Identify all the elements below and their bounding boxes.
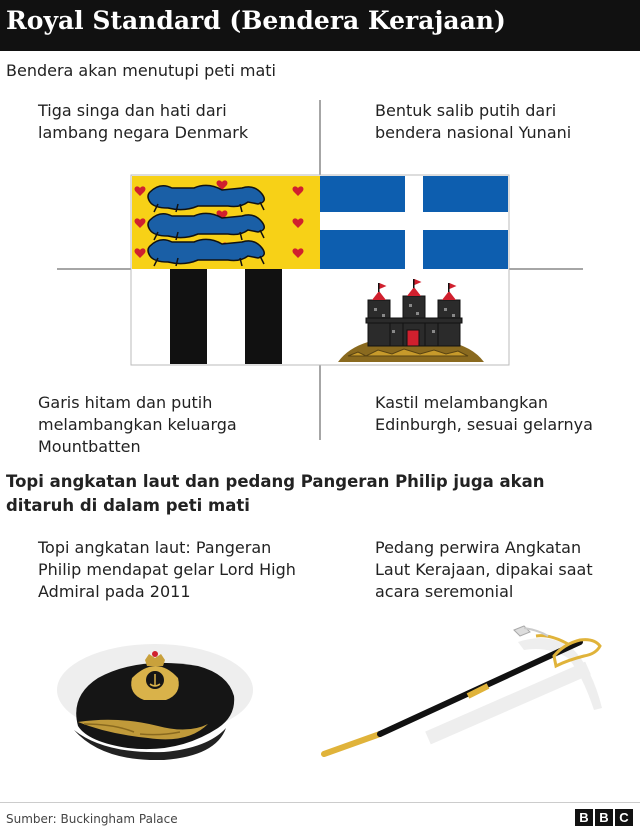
page-title: Royal Standard (Bendera Kerajaan) bbox=[6, 6, 506, 35]
logo-letter: B bbox=[595, 809, 613, 826]
edinburgh-quarter bbox=[320, 269, 508, 364]
annotation-mountbatten: Garis hitam dan putih melambangkan keluarga Mountbatten bbox=[38, 393, 237, 456]
bbc-logo bbox=[575, 809, 633, 826]
greece-quarter bbox=[320, 176, 508, 269]
logo-letter: B bbox=[575, 809, 593, 826]
naval-cap-illustration bbox=[50, 630, 260, 760]
flag-subtitle: Bendera akan menutupi peti mati bbox=[6, 61, 276, 80]
logo-letter: C bbox=[615, 809, 633, 826]
denmark-quarter bbox=[132, 176, 320, 269]
items-heading: Topi angkatan laut dan pedang Pangeran Philip juga akan ditaruh di dalam peti mati bbox=[6, 472, 545, 515]
title-bar bbox=[0, 0, 640, 51]
sword-caption: Pedang perwira Angkatan Laut Kerajaan, dipakai saat acara seremonial bbox=[375, 538, 593, 601]
source-credit: Sumber: Buckingham Palace bbox=[6, 812, 178, 826]
royal-standard-flag bbox=[0, 95, 640, 445]
naval-sword-illustration bbox=[318, 618, 618, 768]
cap-caption: Topi angkatan laut: Pangeran Philip mendapat gelar Lord High Admiral pada 2011 bbox=[38, 538, 296, 601]
annotation-greece: Bentuk salib putih dari bendera nasional Yunani bbox=[375, 101, 572, 142]
footer-divider bbox=[0, 802, 640, 803]
annotation-edinburgh: Kastil melambangkan Edinburgh, sesuai gelarnya bbox=[375, 393, 593, 434]
mountbatten-quarter bbox=[132, 269, 320, 364]
annotation-denmark: Tiga singa dan hati dari lambang negara Denmark bbox=[38, 101, 249, 142]
